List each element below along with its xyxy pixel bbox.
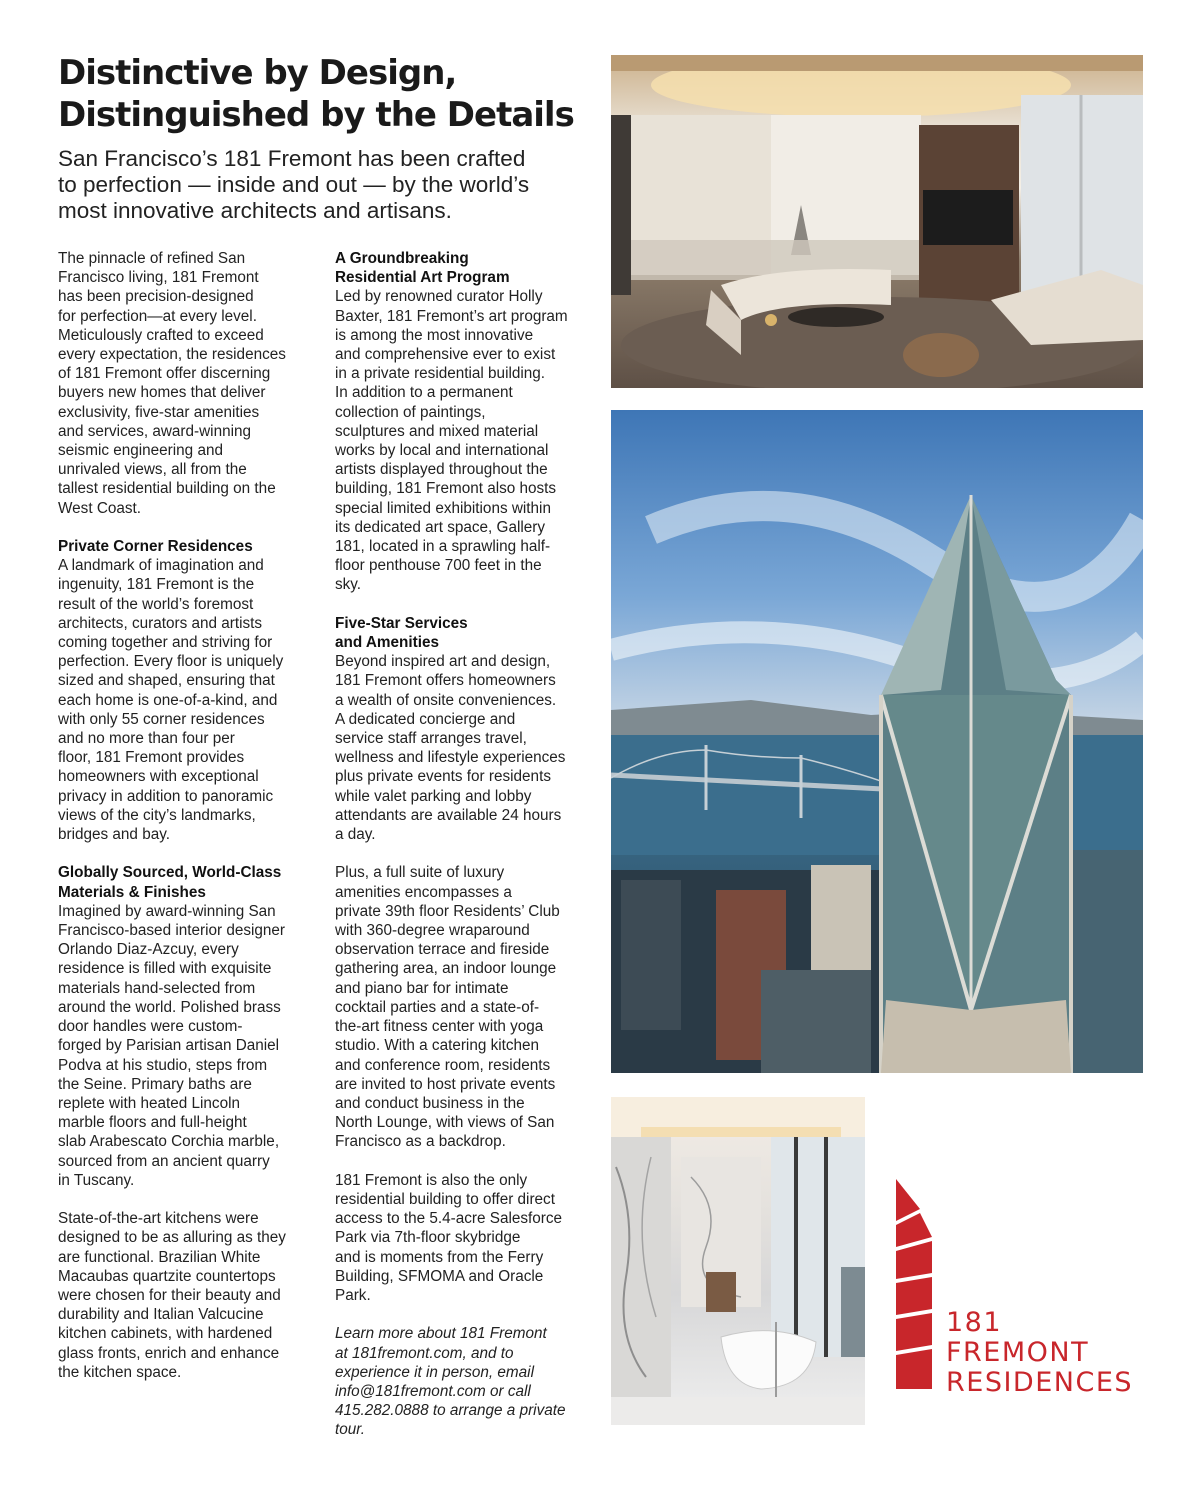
amenities-paragraph: Plus, a full suite of luxury amenities encompasses a private 39th floor Residents’ Club with 360-degree wraparound observation terrace and fireside gathering area, an indoor lounge and piano bar for intimate cocktail parties and a state-of- the-art fitness center with yoga studio. With a catering kitchen and conference room, residents are invited to host private events and conduct business in the North Lounge, with views of San Francisco as a backdrop.: [335, 864, 560, 1151]
art-program-paragraph: Led by renowned curator Holly Baxter, 181 Fremont’s art program is among the most innovative and comprehensive ever to exist in a private residential building. In addition to a permanent collection of paintings, sculptures and mixed material works by local and international artists displayed throughout the building, 181 Fremont also hosts special limited exhibitions within its dedicated art space, Gallery 181, located in a sprawling half- floor penthouse 700 feet in the sky.: [335, 288, 568, 594]
text-column-left: [58, 249, 323, 1401]
call-to-action: Learn more about 181 Fremont at 181fremont.com, and to experience it in person, email info@181fremont.com or call 415.282.0888 to arrange a private tour.: [335, 1325, 566, 1439]
services-paragraph: Beyond inspired art and design, 181 Fremont offers homeowners a wealth of onsite conveniences. A dedicated concierge and service staff arranges travel, wellness and lifestyle experiences plus private events for residents while valet parking and lobby attendants are available 24 hours a day.: [335, 653, 566, 844]
bathroom-illustration: [611, 1097, 865, 1425]
brand-logo: [888, 1175, 1148, 1425]
deck-line: to perfection — inside and out — by the world’s: [58, 172, 530, 197]
deck-line: San Francisco’s 181 Fremont has been crafted: [58, 146, 526, 171]
headline-line: Distinguished by the Details: [58, 95, 574, 135]
living-room-illustration: [611, 55, 1143, 388]
logo-line: FREMONT: [946, 1337, 1090, 1368]
headline-line: Distinctive by Design,: [58, 53, 457, 93]
deck-subtitle: [58, 146, 598, 224]
section-heading-corner-residences: Private Corner Residences: [58, 538, 253, 556]
access-paragraph: 181 Fremont is also the only residential building to offer direct access to the 5.4-acre Salesforce Park via 7th-floor skybridge and is moments from the Ferry Building, SFMOMA and Oracle Park.: [335, 1171, 563, 1304]
bathroom-photo: [611, 1097, 865, 1425]
logo-line: 181: [946, 1307, 1003, 1338]
text-column-middle: [335, 249, 600, 1459]
section-heading-services: Five-Star Services and Amenities: [335, 614, 468, 652]
logo-wordmark: [946, 1308, 1156, 1398]
logo-line: RESIDENCES: [946, 1367, 1134, 1398]
kitchens-paragraph: State-of-the-art kitchens were designed to be as alluring as they are functional. Brazilian White Macaubas quartzite countertops were chosen for their beauty and durability and Italian Valcucine kitchen cabinets, with hardened glass fronts, enrich and enhance the kitchen space.: [58, 1210, 286, 1381]
tower-logo-icon: [890, 1175, 936, 1393]
section-heading-art-program: A Groundbreaking Residential Art Program: [335, 250, 510, 287]
headline: [58, 52, 598, 136]
deck-line: most innovative architects and artisans.: [58, 198, 452, 223]
section-heading-materials: Globally Sourced, World-Class Materials & Finishes: [58, 864, 282, 901]
intro-paragraph: The pinnacle of refined San Francisco living, 181 Fremont has been precision-designed for perfection—at every level. Meticulously crafted to exceed every expectation, the residences of 181 Fremont offer discerning buyers new homes that deliver exclusivity, five-star amenities and services, award-winning seismic engineering and unrivaled views, all from the tallest residential building on the West Coast.: [58, 250, 286, 517]
living-room-photo: [611, 55, 1143, 388]
materials-paragraph: Imagined by award-winning San Francisco-based interior designer Orlando Diaz-Azcuy, every residence is filled with exquisite materials hand-selected from around the world. Polished brass door handles were custom- forged by Parisian artisan Daniel Podva at his studio, steps from the Seine. Primary baths are replete with heated Lincoln marble floors and full-height slab Arabescato Corchia marble, sourced from an ancient quarry in Tuscany.: [58, 902, 286, 1189]
corner-residences-paragraph: A landmark of imagination and ingenuity, 181 Fremont is the result of the world’s foremost architects, curators and artists coming together and striving for perfection. Every floor is uniquely sized and shaped, ensuring that each home is one-of-a-kind, and with only 55 corner residences and no more than four per floor, 181 Fremont provides homeowners with exceptional privacy in addition to panoramic views of the city’s landmarks, bridges and bay.: [58, 557, 284, 844]
tower-aerial-illustration: [611, 410, 1143, 1073]
tower-aerial-photo: [611, 410, 1143, 1073]
